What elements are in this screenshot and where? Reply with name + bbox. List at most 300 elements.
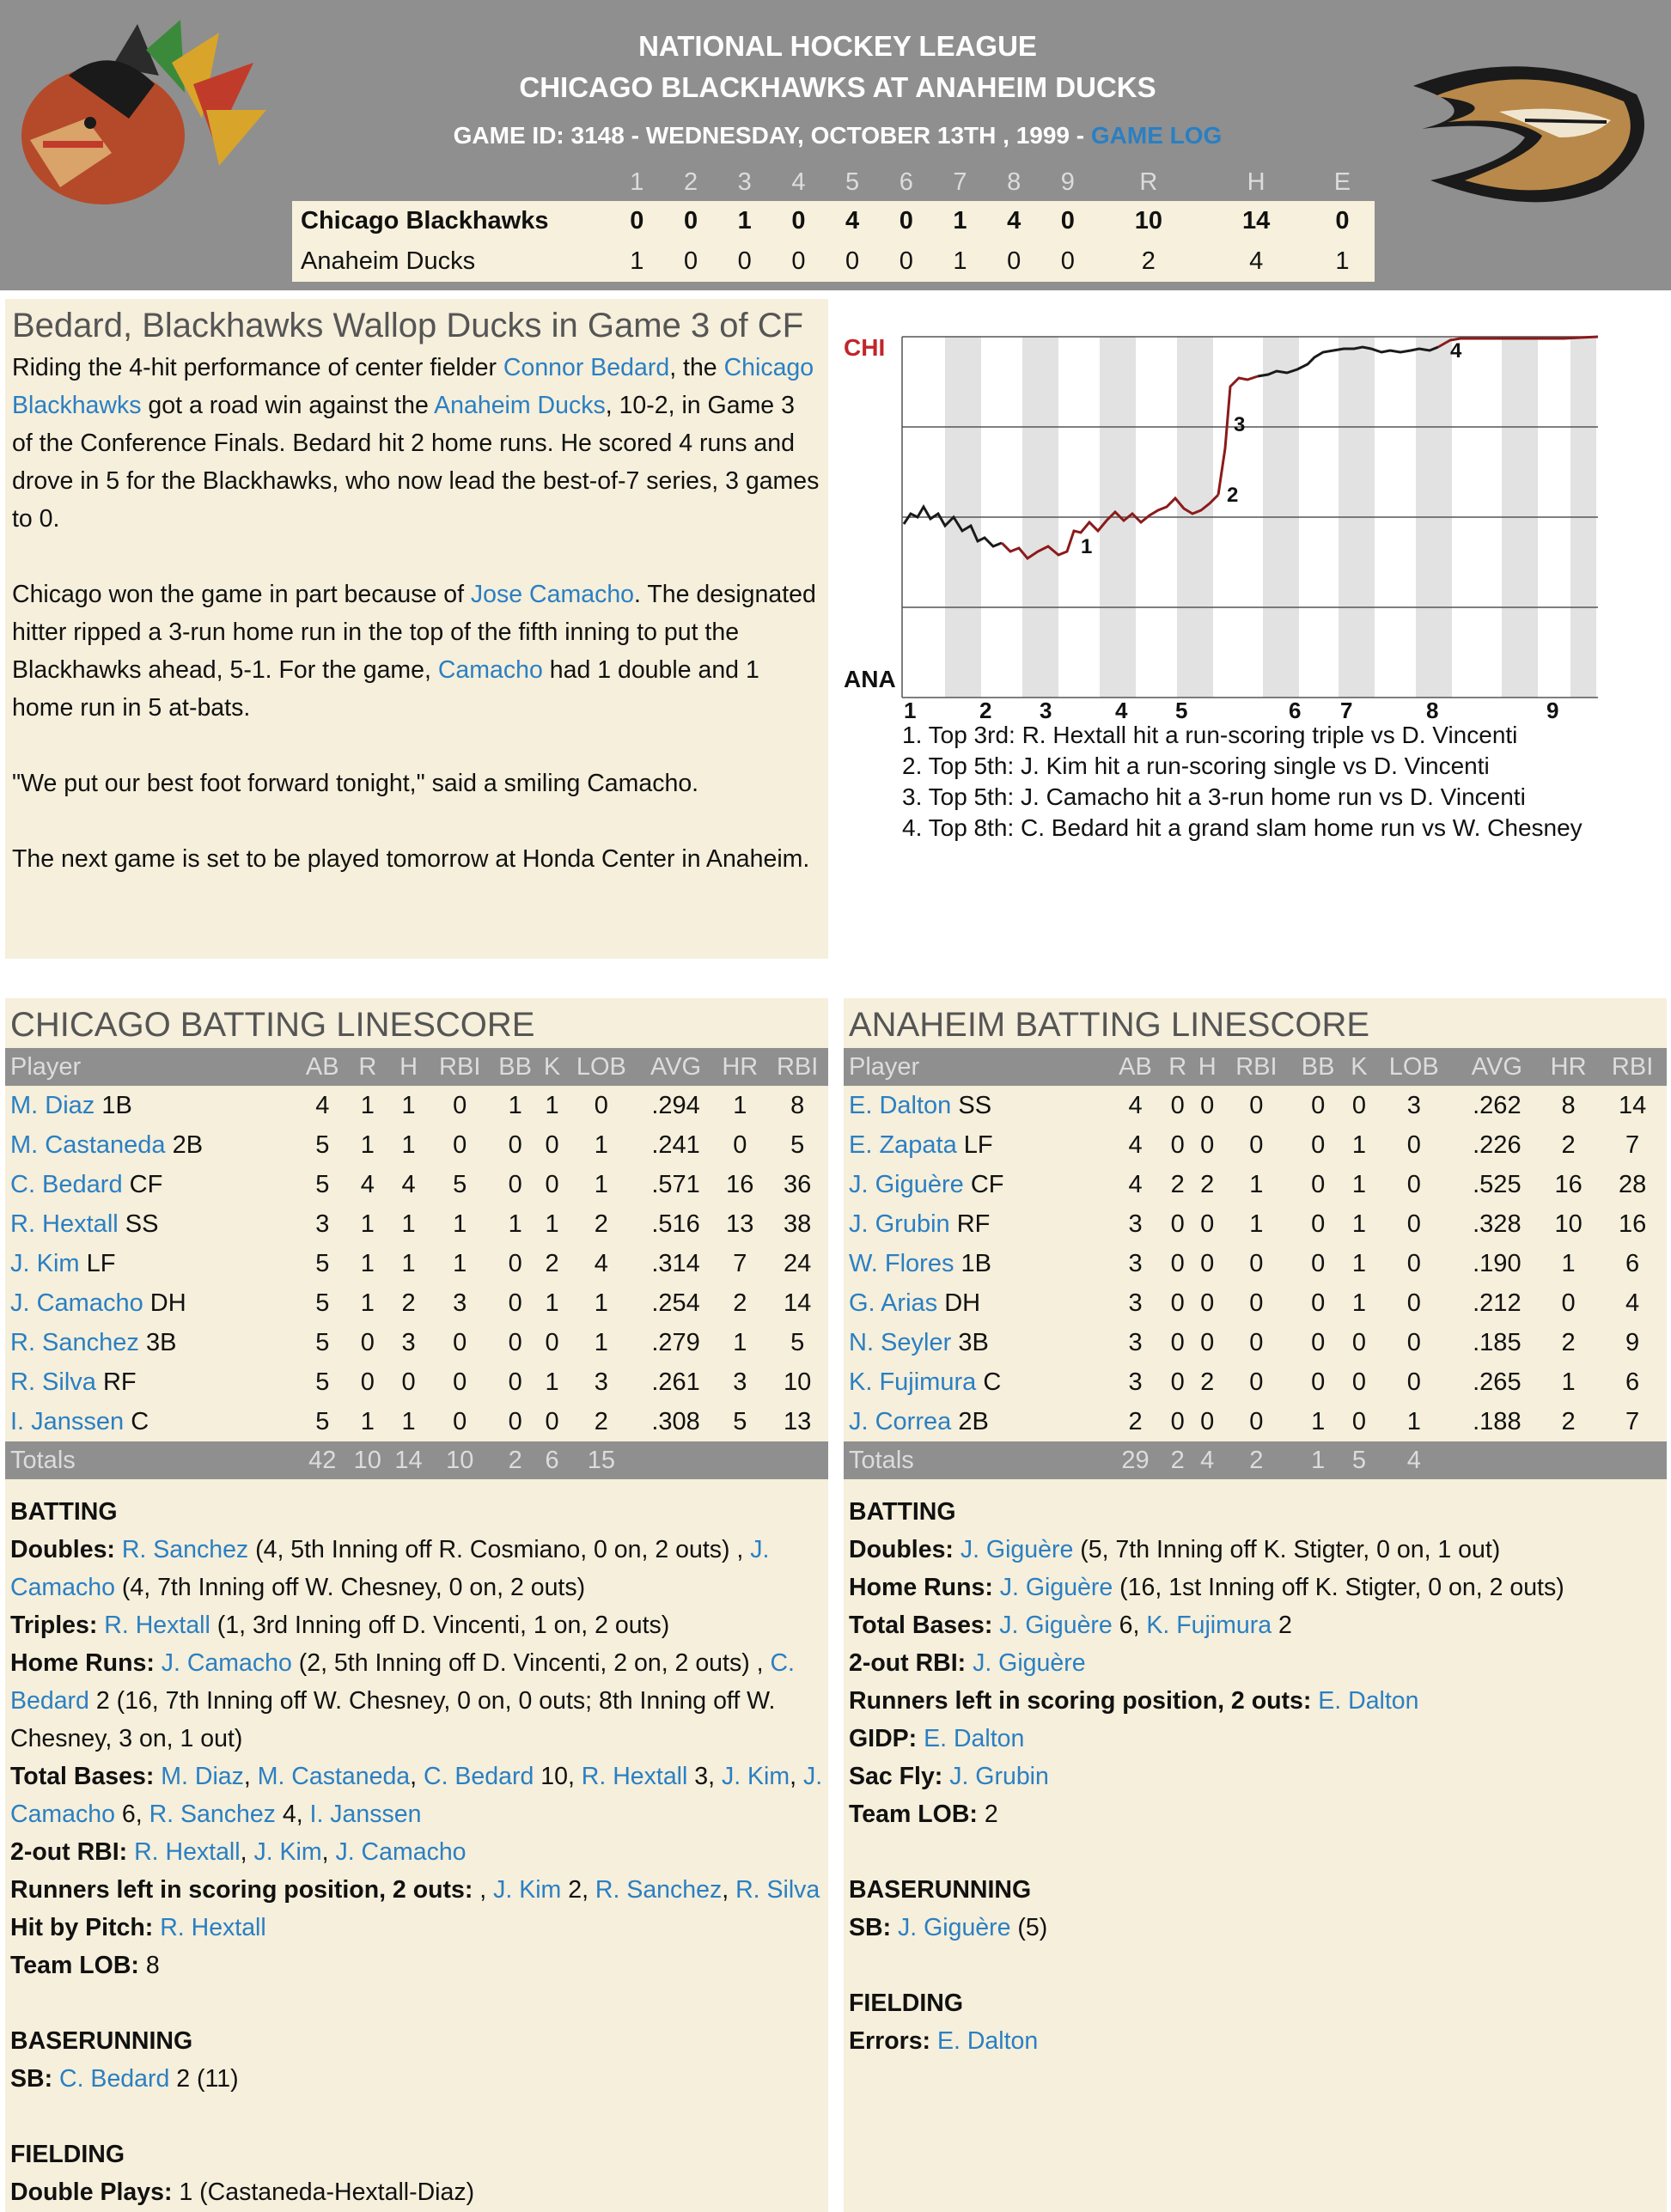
batting-stat: 0 [508, 1328, 522, 1356]
batting-stat: 5 [733, 1407, 747, 1435]
story-paragraph-1 [12, 349, 821, 538]
batting-stat: 1 [453, 1210, 467, 1238]
totals-row [844, 1441, 1667, 1479]
player-position: C [124, 1407, 149, 1435]
player-name-link[interactable]: J. Correa [849, 1407, 952, 1435]
game-header [0, 0, 1671, 290]
notes-text: 3, [687, 1763, 722, 1790]
batting-stat: 3 [315, 1210, 330, 1238]
story-link[interactable]: Chicago Blackhawks [12, 354, 814, 419]
story-link[interactable]: Camacho [437, 656, 543, 684]
story-text: , 10-2, in Game 3 of the Conference Finals. Bedard hit 2 home runs. He scored 4 runs and drove in 5 for the Blackhawks, who now lead the best-of-7 series, 3 games to 0. [12, 392, 820, 533]
totals-row [5, 1441, 828, 1479]
batting-stat: 4 [1128, 1130, 1143, 1159]
batting-stat: .328 [1473, 1210, 1522, 1238]
player-name-link[interactable]: E. Dalton [1318, 1687, 1419, 1715]
player-name-link[interactable]: R. Sanchez [10, 1328, 139, 1356]
notes-text: 10, [534, 1763, 582, 1790]
player-name-link[interactable]: J. Camacho [10, 1536, 770, 1601]
batting-stat: 0 [1406, 1328, 1421, 1356]
totals-cell: 1 [1290, 1441, 1345, 1479]
notes-text: 2 [1272, 1612, 1292, 1639]
totals-cell: Totals [844, 1441, 1108, 1479]
player-position: RF [949, 1210, 991, 1238]
player-name-link[interactable]: R. Sanchez [149, 1801, 276, 1828]
player-name-link[interactable]: E. Dalton [849, 1091, 952, 1119]
notes-text: , [243, 1763, 258, 1790]
batting-stat: 6 [1625, 1249, 1640, 1277]
linescore-hits: 4 [1249, 247, 1264, 275]
notes-text: , [722, 1876, 736, 1904]
batting-stat: 13 [784, 1407, 812, 1435]
batting-stat: 2 [545, 1249, 559, 1277]
batting-col-header: R [1162, 1048, 1192, 1086]
chicago-table-header [5, 1048, 828, 1086]
batting-stat: .571 [651, 1170, 700, 1198]
batting-row [844, 1204, 1667, 1244]
player-cell [5, 1283, 298, 1323]
batting-stat: .188 [1473, 1407, 1522, 1435]
totals-cell: 2 [491, 1441, 540, 1479]
chart-x-label-1: 1 [904, 698, 917, 722]
totals-cell [1455, 1441, 1539, 1479]
linescore-inning-runs: 0 [683, 207, 698, 235]
linescore-inning-runs: 1 [737, 207, 752, 235]
chicago-batting-notes [5, 1479, 828, 2212]
player-cell [5, 1323, 298, 1362]
player-name-link[interactable]: C. Bedard [59, 2065, 170, 2093]
player-position: LF [79, 1249, 116, 1277]
batting-stat: 2 [733, 1289, 747, 1317]
notes-text: , [473, 1876, 494, 1904]
batting-stat: 1 [1351, 1170, 1367, 1198]
totals-cell [766, 1441, 828, 1479]
batting-row [5, 1323, 828, 1362]
batting-stat: 5 [315, 1170, 330, 1198]
player-name-link[interactable]: R. Hextall [10, 1210, 119, 1238]
linescore-inning-runs: 0 [845, 247, 860, 275]
player-name-link[interactable]: R. Hextall [104, 1612, 210, 1639]
batting-col-header: BB [491, 1048, 540, 1086]
player-name-link[interactable]: J. Kim [253, 1838, 322, 1866]
chart-bottom-label: ANA [844, 666, 896, 692]
chart-grid [902, 337, 1598, 698]
notes-text [930, 2027, 937, 2055]
linescore-col-header: 2 [664, 163, 718, 201]
batting-stat: 14 [1618, 1091, 1647, 1119]
player-position: CF [122, 1170, 163, 1198]
player-name-link[interactable]: J. Giguère [898, 1914, 1011, 1941]
player-position: LF [956, 1130, 993, 1159]
linescore-inning-runs: 0 [1060, 247, 1075, 275]
player-name-link[interactable]: E. Dalton [936, 2027, 1039, 2055]
player-cell [844, 1125, 1108, 1165]
linescore-inning-runs: 4 [845, 207, 860, 235]
story-paragraph-3: "We put our best foot forward tonight," said a smiling Camacho. [12, 770, 699, 797]
totals-cell: 15 [564, 1441, 638, 1479]
batting-stat: .226 [1473, 1130, 1522, 1159]
batting-stat: 0 [1200, 1210, 1215, 1238]
batting-col-header: AB [298, 1048, 347, 1086]
batting-row [5, 1165, 828, 1204]
batting-stat: 0 [508, 1289, 522, 1317]
batting-stat: 0 [508, 1368, 522, 1396]
chart-x-label-9: 9 [1546, 698, 1559, 722]
batting-stat: 1 [360, 1289, 375, 1317]
batting-stat: 10 [784, 1368, 812, 1396]
notes-line [849, 1909, 1662, 1947]
linescore-inning-runs: 1 [953, 207, 967, 235]
player-name-link[interactable]: W. Flores [849, 1249, 954, 1277]
batting-stat: 1 [545, 1210, 559, 1238]
linescore-runs: 2 [1141, 247, 1156, 275]
notes-section-heading: BASERUNNING [10, 2027, 193, 2055]
linescore-inning-runs: 0 [630, 207, 644, 235]
anaheim-batting-table [844, 1048, 1667, 1479]
player-name-link[interactable]: J. Giguère [960, 1536, 1074, 1563]
batting-stat: 2 [1200, 1170, 1215, 1198]
batting-stat: 16 [726, 1170, 754, 1198]
linescore-inning-runs: 0 [1007, 247, 1022, 275]
batting-stat: 7 [1625, 1407, 1640, 1435]
batting-stat: 7 [1625, 1130, 1640, 1159]
linescore-col-header: E [1310, 163, 1375, 201]
player-name-link[interactable]: J. Camacho [10, 1289, 143, 1317]
chart-x-label-7: 7 [1340, 698, 1353, 722]
linescore-inning-runs: 0 [737, 247, 752, 275]
batting-stat: 0 [1249, 1368, 1264, 1396]
notes-line [10, 1833, 823, 1871]
batting-stat: 1 [733, 1091, 747, 1119]
batting-stat: 1 [594, 1328, 608, 1356]
batting-stat: 0 [1351, 1407, 1367, 1435]
batting-stat: 2 [1170, 1170, 1185, 1198]
batting-stat: 1 [453, 1249, 467, 1277]
player-name-link[interactable]: J. Camacho [335, 1838, 467, 1866]
linescore-col-header: 8 [987, 163, 1041, 201]
batting-stat: 0 [733, 1130, 747, 1159]
player-name-link[interactable]: G. Arias [849, 1289, 938, 1317]
notes-label: SB: [849, 1914, 892, 1941]
batting-stat: 0 [1311, 1249, 1326, 1277]
batting-stat: 0 [360, 1368, 375, 1396]
batting-stat: 3 [1128, 1368, 1143, 1396]
batting-stat: 0 [1249, 1328, 1264, 1356]
batting-stat: 0 [508, 1407, 522, 1435]
notes-text: (2, 5th Inning off D. Vincenti, 2 on, 2 outs) , [291, 1649, 771, 1677]
batting-stat: 0 [1311, 1170, 1326, 1198]
player-name-link[interactable]: J. Kim [493, 1876, 562, 1904]
batting-stat: 4 [1625, 1289, 1640, 1317]
notes-text: (4, 5th Inning off R. Cosmiano, 0 on, 2 outs) , [248, 1536, 751, 1563]
batting-stat: 5 [315, 1368, 330, 1396]
totals-cell: 4 [1373, 1441, 1455, 1479]
totals-cell: 2 [1162, 1441, 1192, 1479]
batting-stat: 0 [1170, 1328, 1185, 1356]
chart-marker-2: 2 [1227, 484, 1239, 507]
batting-stat: 1 [360, 1091, 375, 1119]
linescore-team-name: Anaheim Ducks [301, 247, 476, 275]
notes-line [10, 1909, 823, 1947]
story-text: Riding the 4-hit performance of center fielder [12, 354, 503, 381]
batting-stat: 0 [594, 1091, 608, 1119]
notes-text: 2 [977, 1801, 998, 1828]
batting-stat: 0 [1406, 1368, 1421, 1396]
player-name-link[interactable]: J. Kim [721, 1763, 790, 1790]
player-name-link[interactable]: J. Giguère [999, 1574, 1113, 1601]
batting-col-header: HR [1539, 1048, 1598, 1086]
linescore-header [292, 163, 1375, 201]
player-name-link[interactable]: J. Kim [10, 1249, 80, 1277]
batting-stat: 10 [1554, 1210, 1583, 1238]
chart-note-3: 3. Top 5th: J. Camacho hit a 3-run home run vs D. Vincenti [902, 783, 1526, 810]
batting-row [5, 1244, 828, 1283]
batting-row [844, 1125, 1667, 1165]
linescore-inning-runs: 0 [1060, 207, 1075, 235]
player-name-link[interactable]: M. Diaz [10, 1091, 95, 1119]
batting-stat: 1 [594, 1170, 608, 1198]
player-name-link[interactable]: M. Castaneda [257, 1763, 411, 1790]
linescore-col-header: 4 [771, 163, 826, 201]
player-cell [5, 1125, 298, 1165]
game-story [5, 299, 828, 959]
batting-stat: 0 [508, 1249, 522, 1277]
batting-stat: 1 [1351, 1130, 1367, 1159]
linescore-col-header: 9 [1041, 163, 1095, 201]
batting-stat: 0 [1311, 1368, 1326, 1396]
player-name-link[interactable]: J. Giguère [999, 1612, 1113, 1639]
batting-row [5, 1086, 828, 1125]
batting-col-header: RBI [766, 1048, 828, 1086]
notes-text: 2 (16, 7th Inning off W. Chesney, 0 on, 0 outs; 8th Inning off W. Chesney, 3 on, 1 out) [10, 1687, 776, 1752]
totals-cell [1539, 1441, 1598, 1479]
batting-stat: 5 [315, 1289, 330, 1317]
chart-note-2: 2. Top 5th: J. Kim hit a run-scoring single vs D. Vincenti [902, 753, 1490, 779]
player-name-link[interactable]: J. Giguère [973, 1649, 1086, 1677]
player-name-link[interactable]: J. Camacho [161, 1649, 292, 1677]
player-name-link[interactable]: J. Grubin [949, 1763, 1049, 1790]
batting-col-header: H [388, 1048, 430, 1086]
player-position: 3B [951, 1328, 989, 1356]
batting-stat: 0 [1170, 1130, 1185, 1159]
totals-cell: 10 [429, 1441, 491, 1479]
notes-line [10, 1871, 823, 1909]
batting-stat: 6 [1625, 1368, 1640, 1396]
batting-stat: 0 [1170, 1210, 1185, 1238]
batting-stat: 13 [726, 1210, 754, 1238]
player-position: 2B [951, 1407, 989, 1435]
batting-stat: 3 [1128, 1328, 1143, 1356]
linescore-errors: 1 [1335, 247, 1350, 275]
batting-stat: 0 [1200, 1407, 1215, 1435]
player-name-link[interactable]: I. Janssen [10, 1407, 125, 1435]
notes-text: (4, 7th Inning off W. Chesney, 0 on, 2 outs) [114, 1574, 586, 1601]
notes-text [917, 1725, 924, 1752]
batting-stat: 0 [1200, 1249, 1215, 1277]
story-text: , the [669, 354, 724, 381]
batting-stat: 0 [1406, 1289, 1421, 1317]
win-probability-chart [842, 326, 1615, 859]
batting-stat: 1 [1311, 1407, 1326, 1435]
player-name-link[interactable]: R. Silva [10, 1368, 96, 1396]
batting-row [844, 1165, 1667, 1204]
totals-cell: 29 [1108, 1441, 1163, 1479]
player-name-link[interactable]: E. Zapata [849, 1130, 957, 1159]
notes-label: Doubles: [10, 1536, 115, 1563]
notes-label: Sac Fly: [849, 1763, 943, 1790]
totals-cell: 2 [1223, 1441, 1291, 1479]
batting-row [844, 1086, 1667, 1125]
story-link[interactable]: Jose Camacho [470, 581, 635, 608]
linescore-inning-runs: 0 [899, 207, 913, 235]
chart-marker-3: 3 [1234, 413, 1246, 436]
notes-label: Hit by Pitch: [10, 1914, 154, 1941]
batting-stat: 5 [453, 1170, 467, 1198]
batting-col-header: Player [844, 1048, 1108, 1086]
player-name-link[interactable]: R. Hextall [160, 1914, 266, 1941]
player-name-link[interactable]: I. Janssen [309, 1801, 422, 1828]
player-name-link[interactable]: R. Silva [735, 1876, 820, 1904]
notes-label: Home Runs: [10, 1649, 155, 1677]
batting-row [5, 1283, 828, 1323]
notes-label: 2-out RBI: [849, 1649, 967, 1677]
player-position: SS [118, 1210, 159, 1238]
batting-stat: 1 [1561, 1249, 1576, 1277]
game-info [284, 113, 1392, 158]
player-name-link[interactable]: R. Hextall [134, 1838, 241, 1866]
totals-cell: 10 [347, 1441, 388, 1479]
batting-stat: 1 [1249, 1170, 1264, 1198]
batting-stat: 3 [733, 1368, 747, 1396]
player-name-link[interactable]: C. Bedard [10, 1649, 795, 1715]
player-name-link[interactable]: C. Bedard [10, 1170, 123, 1198]
batting-stat: 1 [545, 1289, 559, 1317]
game-log-link[interactable]: GAME LOG [1090, 122, 1223, 149]
player-position: DH [937, 1289, 981, 1317]
player-cell [844, 1244, 1108, 1283]
player-name-link[interactable]: R. Hextall [581, 1763, 688, 1790]
notes-text: (5, 7th Inning off K. Stigter, 0 on, 1 out) [1073, 1536, 1501, 1563]
player-cell [844, 1086, 1108, 1125]
batting-stat: 4 [1128, 1170, 1143, 1198]
story-headline: Bedard, Blackhawks Wallop Ducks in Game 3 of CF [12, 307, 804, 344]
batting-stat: 4 [360, 1170, 375, 1198]
batting-stat: 9 [1625, 1328, 1640, 1356]
notes-text: (1, 3rd Inning off D. Vincenti, 1 on, 2 outs) [210, 1612, 670, 1639]
batting-stat: 0 [1351, 1091, 1367, 1119]
notes-line [10, 1947, 823, 1984]
player-name-link[interactable]: M. Castaneda [10, 1130, 166, 1159]
batting-stat: 0 [1200, 1328, 1215, 1356]
batting-stat: 7 [733, 1249, 747, 1277]
player-cell [844, 1165, 1108, 1204]
batting-col-header: AVG [638, 1048, 713, 1086]
player-name-link[interactable]: R. Sanchez [121, 1536, 249, 1563]
notes-text [52, 2065, 59, 2093]
player-name-link[interactable]: K. Fujimura [1146, 1612, 1272, 1639]
player-name-link[interactable]: E. Dalton [924, 1725, 1025, 1752]
batting-stat: 2 [1561, 1407, 1576, 1435]
notes-text: , [790, 1763, 803, 1790]
batting-stat: 0 [1170, 1249, 1185, 1277]
linescore-inning-runs: 1 [630, 247, 644, 275]
player-cell [5, 1362, 298, 1402]
notes-line [849, 1720, 1662, 1758]
batting-row [844, 1323, 1667, 1362]
batting-row [5, 1204, 828, 1244]
story-link[interactable]: Anaheim Ducks [434, 392, 606, 419]
chicago-batting-title: CHICAGO BATTING LINESCORE [10, 1006, 535, 1044]
player-position: 1B [95, 1091, 132, 1119]
batting-stat: 8 [790, 1091, 805, 1119]
story-paragraph-2 [12, 576, 821, 727]
anaheim-batting-panel [844, 998, 1667, 2212]
player-name-link[interactable]: M. Diaz [161, 1763, 244, 1790]
batting-stat: 5 [315, 1328, 330, 1356]
linescore-errors: 0 [1335, 207, 1350, 235]
linescore-inning-runs: 1 [953, 247, 967, 275]
player-name-link[interactable]: K. Fujimura [849, 1368, 977, 1396]
batting-stat: 0 [1351, 1328, 1367, 1356]
notes-text: , [321, 1838, 336, 1866]
batting-stat: 0 [1311, 1210, 1326, 1238]
totals-cell [638, 1441, 713, 1479]
batting-stat: 0 [508, 1170, 522, 1198]
batting-stat: .314 [651, 1249, 700, 1277]
batting-stat: 0 [453, 1407, 467, 1435]
batting-stat: 0 [1406, 1130, 1421, 1159]
batting-stat: 0 [453, 1368, 467, 1396]
chart-x-label-6: 6 [1289, 698, 1302, 722]
player-name-link[interactable]: C. Bedard [424, 1763, 534, 1790]
notes-text: 6, [114, 1801, 149, 1828]
chart-note-1: 1. Top 3rd: R. Hextall hit a run-scoring triple vs D. Vincenti [902, 722, 1518, 748]
player-name-link[interactable]: J. Grubin [849, 1210, 950, 1238]
batting-stat: .190 [1473, 1249, 1522, 1277]
batting-stat: 16 [1618, 1210, 1647, 1238]
notes-line [10, 2060, 823, 2098]
batting-stat: 0 [360, 1328, 375, 1356]
linescore-col-header: 5 [826, 163, 880, 201]
batting-row [5, 1125, 828, 1165]
batting-stat: .516 [651, 1210, 700, 1238]
notes-label: Home Runs: [849, 1574, 993, 1601]
linescore-row [292, 241, 1375, 282]
notes-section-heading: BASERUNNING [849, 1876, 1032, 1904]
batting-row [844, 1362, 1667, 1402]
player-name-link[interactable]: J. Camacho [10, 1763, 823, 1828]
chart-marker-4: 4 [1450, 339, 1462, 363]
player-name-link[interactable]: J. Giguère [849, 1170, 964, 1198]
batting-stat: 4 [594, 1249, 608, 1277]
story-link[interactable]: Connor Bedard [503, 354, 670, 381]
notes-text [127, 1838, 134, 1866]
batting-stat: 2 [401, 1289, 416, 1317]
notes-label: Double Plays: [10, 2178, 173, 2206]
batting-stat: 0 [1311, 1091, 1326, 1119]
player-name-link[interactable]: R. Sanchez [595, 1876, 723, 1904]
linescore-team-name: Chicago Blackhawks [301, 207, 549, 235]
batting-stat: 0 [1561, 1289, 1576, 1317]
notes-label: Total Bases: [849, 1612, 993, 1639]
totals-cell: 4 [1192, 1441, 1223, 1479]
player-name-link[interactable]: N. Seyler [849, 1328, 952, 1356]
batting-stat: 1 [594, 1289, 608, 1317]
notes-text: (5) [1010, 1914, 1048, 1941]
league-title: NATIONAL HOCKEY LEAGUE [638, 30, 1037, 62]
notes-line [10, 1606, 823, 1644]
batting-stat: 3 [453, 1289, 467, 1317]
